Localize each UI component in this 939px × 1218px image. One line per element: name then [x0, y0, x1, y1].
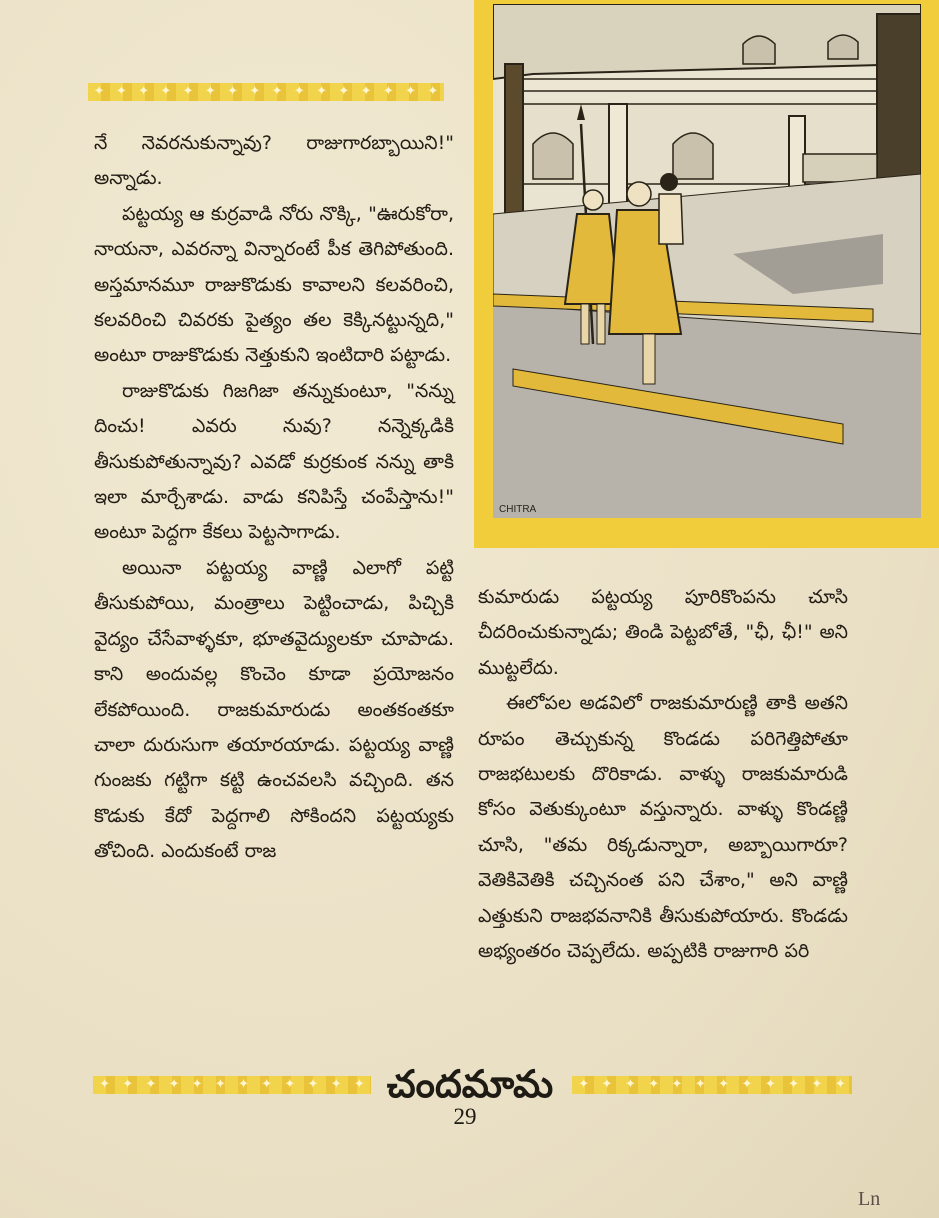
paragraph: అయినా పట్టయ్య వాణ్ణి ఎలాగో పట్టి తీసుకుపోయి, మంత్రాలు పెట్టించాడు, పిచ్చికి వైద్యం చేసేవాళ్ళకూ, భూతవైద్యులకూ చూపాడు. కాని అందువల్ల కొంచెం కూడా ప్రయోజనం లేకపోయింది. రాజకుమారుడు అంతకంతకూ చాలా దురుసుగా తయారయాడు. పట్టయ్య వాణ్ణి గుంజకు గట్టిగా కట్టి ఉంచవలసి వచ్చింది. తన కొడుకు కేదో పెద్దగాలి సోకిందని పట్టయ్యకు తోచింది. ఎందుకంటే రాజ [94, 556, 454, 863]
artist-signature: CHITRA [499, 504, 537, 515]
handwritten-mark: Ln [858, 1188, 881, 1210]
palace-scene-drawing [493, 4, 921, 518]
decorative-border-bottom-left: ✦ ✦ ✦ ✦ ✦ ✦ ✦ ✦ ✦ ✦ ✦ ✦ [93, 1076, 371, 1094]
story-illustration [474, 0, 939, 548]
left-text-column [94, 126, 454, 870]
magazine-title: చందమామ [386, 1062, 554, 1106]
right-text-column [478, 580, 848, 969]
paragraph: నే నెవరనుకున్నావు? రాజుగారబ్బాయిని!" అన్నాడు. [94, 132, 454, 190]
page-number: 29 [453, 1104, 477, 1129]
paragraph: ఈలోపల అడవిలో రాజకుమారుణ్ణి తాకి అతని రూపం తెచ్చుకున్న కొండడు పరిగెత్తిపోతూ రాజభటులకు దొరికాడు. వాళ్ళు రాజకుమారుడి కోసం వెతుక్కుంటూ వస్తున్నారు. వాళ్ళు కొండణ్ణి చూసి, "తమ రిక్కడున్నారా, అబ్బాయిగారూ? వెతికివెతికి చచ్చినంత పని చేశాం," అని వాణ్ణి ఎత్తుకుని రాజభవనానికి తీసుకుపోయారు. కొండడు అభ్యంతరం చెప్పలేదు. అప్పటికి రాజుగారి పరి [478, 692, 848, 963]
paragraph: రాజుకొడుకు గిజగిజా తన్నుకుంటూ, "నన్ను దించు! ఎవరు నువు? నన్నెక్కడికి తీసుకుపోతున్నావు? ఎవడో కుర్రకుంక నన్ను తాకి ఇలా మార్చేశాడు. వాడు కనిపిస్తే చంపేస్తాను!" అంటూ పెద్దగా కేకలు పెట్టసాగాడు. [94, 379, 454, 544]
paragraph: పట్టయ్య ఆ కుర్రవాడి నోరు నొక్కి, "ఊరుకోరా, నాయనా, ఎవరన్నా విన్నారంటే పీక తెగిపోతుంది. అస్తమానమూ రాజుకొడుకు కావాలని కలవరించి, కలవరించి చివరకు పైత్యం తల కెక్కినట్టున్నది," అంటూ రాజుకొడుకు నెత్తుకుని ఇంటిదారి పట్టాడు. [94, 202, 454, 367]
decorative-border-bottom-right: ✦ ✦ ✦ ✦ ✦ ✦ ✦ ✦ ✦ ✦ ✦ ✦ [572, 1076, 852, 1094]
paragraph: కుమారుడు పట్టయ్య పూరికొంపను చూసి చీదరించుకున్నాడు; తిండి పెట్టబోతే, "ఛీ, ఛీ!" అని ముట్టలేదు. [478, 586, 848, 679]
decorative-border-top: ✦ ✦ ✦ ✦ ✦ ✦ ✦ ✦ ✦ ✦ ✦ ✦ ✦ ✦ ✦ ✦ [88, 83, 444, 101]
